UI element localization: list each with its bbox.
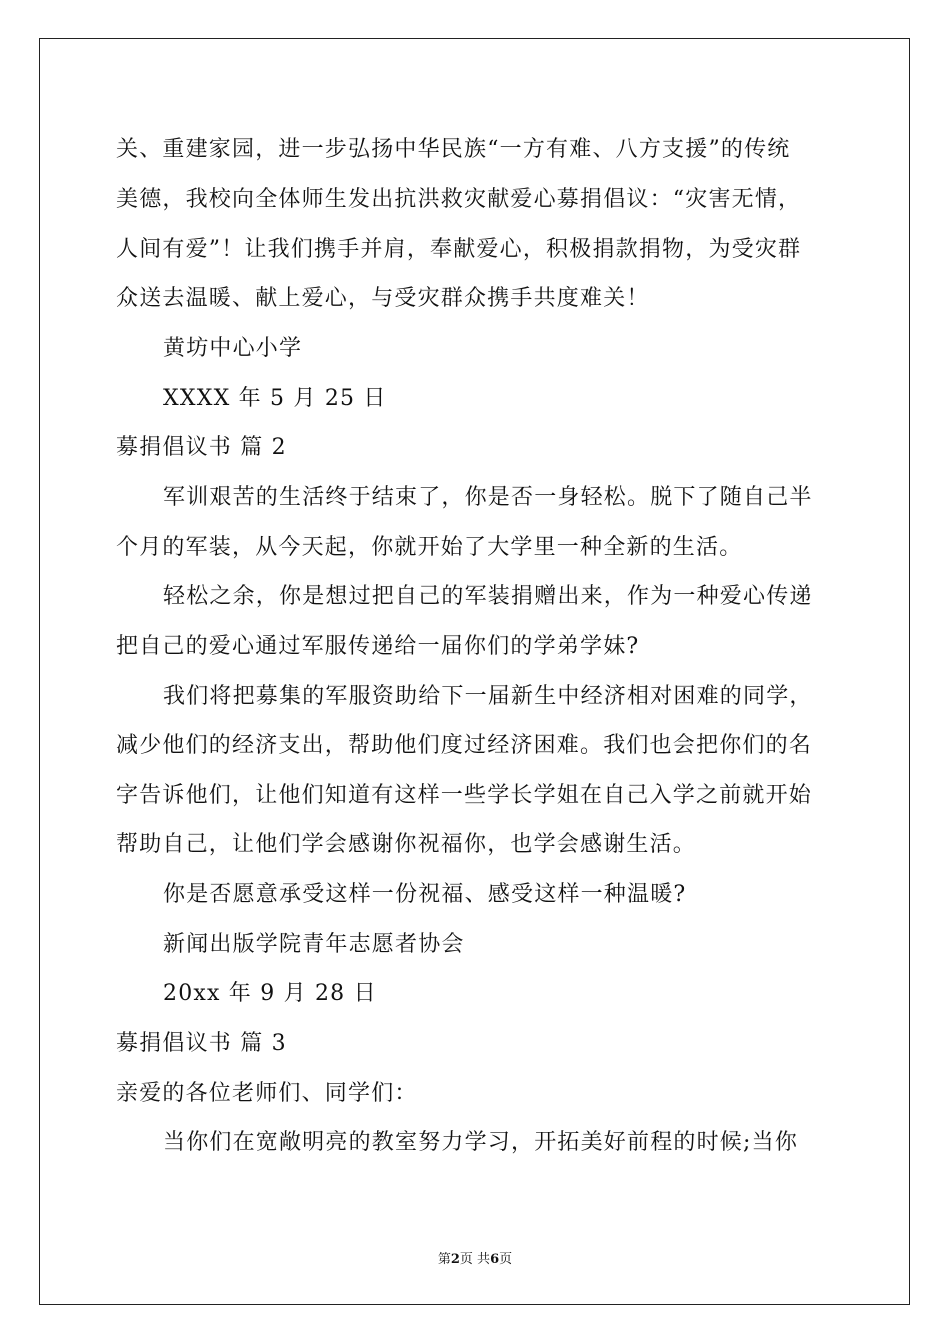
body-line: 关、重建家园，进一步弘扬中华民族“一方有难、八方支援”的传统	[116, 137, 791, 162]
body-line: 人间有爱”！让我们携手并肩，奉献爱心，积极捐款捐物，为受灾群	[116, 237, 802, 262]
salutation: 亲爱的各位老师们、同学们：	[116, 1081, 418, 1106]
body-line: 军训艰苦的生活终于结束了，你是否一身轻松。脱下了随自己半	[163, 485, 813, 510]
body-line: 美德，我校向全体师生发出抗洪救灾献爱心募捐倡议：“灾害无情，	[116, 187, 802, 212]
footer-suffix: 页	[499, 1252, 513, 1267]
page-footer	[0, 1248, 950, 1267]
page-border	[39, 38, 910, 1305]
body-line: 我们将把募集的军服资助给下一届新生中经济相对困难的同学，	[163, 684, 813, 709]
body-line: 个月的军装，从今天起，你就开始了大学里一种全新的生活。	[116, 535, 743, 560]
section-heading: 募捐倡议书 篇 3	[116, 1031, 287, 1056]
signature-date: 20xx 年 9 月 28 日	[163, 981, 377, 1006]
signature-date: XXXX 年 5 月 25 日	[163, 386, 387, 411]
body-line: 帮助自己，让他们学会感谢你祝福你，也学会感谢生活。	[116, 832, 697, 857]
footer-middle: 页 共	[459, 1252, 491, 1267]
signature-school: 黄坊中心小学	[163, 336, 303, 361]
footer-prefix: 第	[437, 1252, 451, 1267]
section-heading: 募捐倡议书 篇 2	[116, 435, 287, 460]
body-line: 当你们在宽敞明亮的教室努力学习，开拓美好前程的时候;当你	[163, 1130, 799, 1155]
body-line: 字告诉他们，让他们知道有这样一些学长学姐在自己入学之前就开始	[116, 783, 813, 808]
body-line: 减少他们的经济支出，帮助他们度过经济困难。我们也会把你们的名	[116, 733, 813, 758]
footer-total-pages: 6	[490, 1252, 500, 1267]
footer-page-number: 2	[450, 1252, 460, 1267]
body-line: 轻松之余，你是想过把自己的军装捐赠出来，作为一种爱心传递	[163, 584, 813, 609]
body-line: 众送去温暖、献上爱心，与受灾群众携手共度难关！	[116, 286, 650, 311]
body-line: 你是否愿意承受这样一份祝福、感受这样一种温暖?	[163, 882, 687, 907]
signature-org: 新闻出版学院青年志愿者协会	[163, 932, 465, 957]
body-line: 把自己的爱心通过军服传递给一届你们的学弟学妹?	[116, 634, 640, 659]
